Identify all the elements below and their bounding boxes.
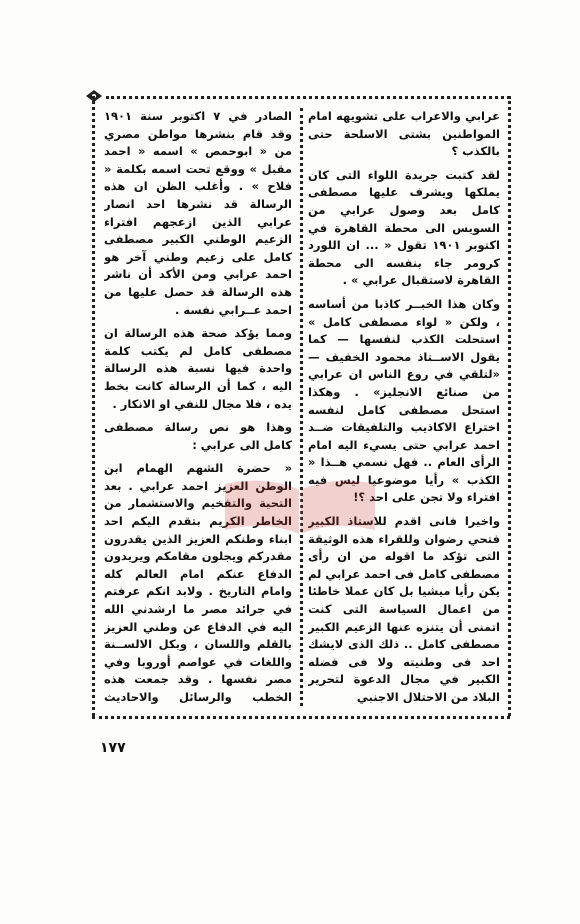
top-border [106, 96, 510, 99]
paragraph: « حضرة الشهم الهمام ابن احمد عرابي . بعد والاستشمار من بتقدم اليكم احد ابناء وطنكم العزيز الذين يقدرون مقدركم ويجلون مقامكم ويريدون الدفاع عنكم امام العالم كله وامام التاريخ . ولابد انكم عرفتم في جرائد مصر ما ارشدني الله اليه في الدفاع عن وطني العزيز بالقلم واللسان ، وبكل الالســنة واللغات في عواصم أوروبا وفي مصر نفسها . وقد جمعت هذه الخطب والرسائل والاحاديث [104, 461, 292, 704]
paragraph: وهذا هو نص رسالة مصطفى كامل الى عرابي : [104, 420, 292, 452]
paragraph: الصادر في ٧ اكتوبر سنة ١٩٠١ وقد قام بنشرها مواطن مصري من « ابوحمص » اسمه « احمد مقبل » ووقع تحت اسمه بكلمة « فلاح » . وأغلب الظن ان هذه الرسالة قد نشرها احد انصار عرابي الذين ازعجهم افتراء الزعيم الوطني الكبير مصطفى كامل على زعيم وطني آخر هو احمد عرابي ومن الأكد أن ناشر هذه الرسالة قد حصل عليها من احمد عــرابي نفسه . [104, 109, 292, 317]
right-border [508, 96, 511, 716]
left-border [92, 96, 95, 716]
paragraph: واخيرا فانى اقدم للاستاذ الكبير فتحي رضوان وللقراء هذه الوثيقة التى تؤكد ما اقوله من ان رأى مصطفى كامل فى احمد عرابي لم يكن رأيا ميشيا بل كان عملا خاطئا من اعمال السياسة التى كنت اتمنى أن يتنزه عنها الزعيم الكبير مصطفى كامل .. ذلك الذى لايشك احد فى وطنيته ولا فى فضله الكبير في مجال الدعوة لتحرير البلاد من الاحتلال الاجنبي [308, 514, 500, 704]
page-number: ١٧٧ [100, 740, 126, 756]
column-divider [300, 108, 303, 706]
watermark-icon [205, 470, 395, 540]
paragraph: عرابي والاعراب على تشويهه امام المواطنين بشتى الاسلحة حتى بالكذب ؟ [308, 109, 500, 159]
left-column [104, 108, 292, 708]
paragraph: ومما يؤكد صحة هذه الرسالة ان مصطفى كامل لم يكتب كلمة واحدة فيها نسبة هذه الرسالة اليه ، كما أن الرسالة كانت بخط يده ، فلا مجال للنفي او الانكار . [104, 326, 292, 411]
right-column [308, 108, 500, 708]
bottom-border [92, 716, 510, 719]
paragraph: وكان هذا الخبــر كاذبا من أساسه ، ولكن « لواء مصطفى كامل » استحلت الكذب لنفسها — كما يقول الاســتاذ محمود الخفيف — «لتلقي في روع الناس ان عرابي من صنائع الانجليز» . وهكذا استحل مصطفى كامل لنفسه اختراع الاكاذيب والتلفيقات ضــد احمد عرابي حتى يسيء اليه امام الرأى العام .. فهل نسمي هــذا « الكذب » رأيا موضوعيا ليس فيه افتراء ولا تجن على احد ؟! [308, 296, 500, 505]
paragraph: لقد كتبت جريدة اللواء التى كان يملكها ويشرف عليها مصطفى كامل بعد وصول عرابي من السويس الى محطة القاهرة في اكتوبر ١٩٠١ تقول « ... ان اللورد كرومر جاء بنفسه الى محطة القاهرة لاستقبال عرابي » . [308, 167, 500, 288]
